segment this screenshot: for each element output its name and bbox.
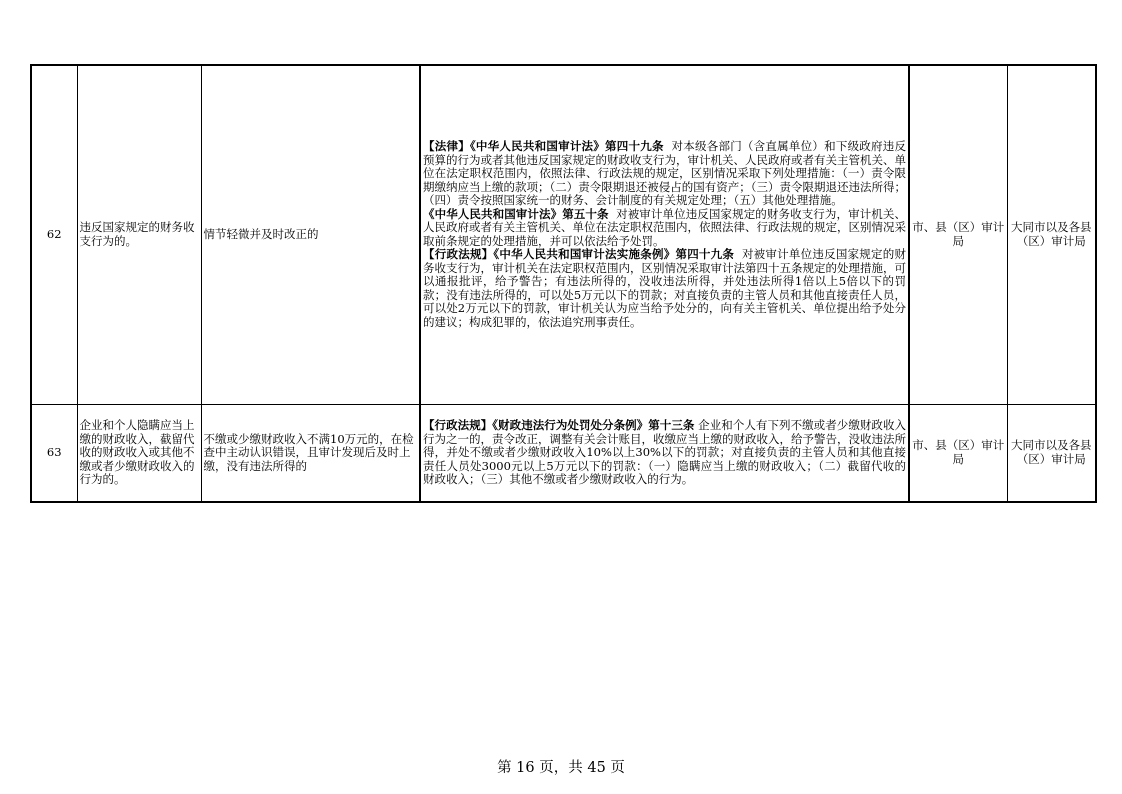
- row-number: 63: [31, 404, 77, 502]
- violation-behavior: 违反国家规定的财务收支行为的。: [77, 65, 201, 404]
- circumstance: 情节轻微并及时改正的: [201, 65, 420, 404]
- penalty-table: [30, 64, 1097, 503]
- table-row: [31, 404, 1096, 502]
- circumstance: 不缴或少缴财政收入不满10万元的，在检查中主动认识错误，且审计发现后及时上缴，没有违法所得的: [201, 404, 420, 502]
- applicable-scope: 大同市以及各县（区）审计局: [1007, 65, 1096, 404]
- page-footer: 第 16 页，共 45 页: [497, 760, 625, 776]
- table-row: [31, 65, 1096, 404]
- enforcement-department: 市、县（区）审计局: [909, 65, 1007, 404]
- law-clause: 【行政法规】《财政违法行为处罚处分条例》第十三条 企业和个人有下列不缴或者少缴财政收入行为之一的，责令改正，调整有关会计账目，收缴应当上缴的财政收入，给予警告，没收违法所得，并处不缴或者少缴财政收入10%以上30%以下的罚款；对直接负责的主管人员和其他直接责任人员处3000元以上5万元以下的罚款：（一）隐瞒应当上缴的财政收入；（二）截留代收的财政收入；（三）其他不缴或者少缴财政收入的行为。: [423, 418, 907, 486]
- law-clause: 【行政法规】《中华人民共和国审计法实施条例》第四十九条 对被审计单位违反国家规定的财务收支行为，审计机关在法定职权范围内，区别情况采取审计法第四十五条规定的处理措施，可以通报批评，给予警告；有违法所得的，没收违法所得，并处违法所得1倍以上5倍以下的罚款；没有违法所得的，可以处5万元以下的罚款；对直接负责的主管人员和其他直接责任人员，可以处2万元以下的罚款，审计机关认为应当给予处分的，向有关主管机关、单位提出给予处分的建议；构成犯罪的，依法追究刑事责任。: [423, 247, 907, 329]
- enforcement-department: 市、县（区）审计局: [909, 404, 1007, 502]
- row-number: 62: [31, 65, 77, 404]
- legal-basis: [420, 404, 909, 502]
- legal-basis: [420, 65, 909, 404]
- law-clause: 《中华人民共和国审计法》第五十条 对被审计单位违反国家规定的财务收支行为，审计机关、人民政府或者有关主管机关、单位在法定职权范围内，依照法律、行政法规的规定，区别情况采取前条规定的处理措施，并可以依法给予处罚。: [423, 206, 906, 248]
- violation-behavior: 企业和个人隐瞒应当上缴的财政收入，截留代收的财政收入或其他不缴或者少缴财政收入的行为的。: [77, 404, 201, 502]
- law-clause: 【法律】《中华人民共和国审计法》第四十九条 对本级各部门（含直属单位）和下级政府违反预算的行为或者其他违反国家规定的财政收支行为，审计机关、人民政府或者有关主管机关、单位在法定职权范围内，依照法律、行政法规的规定，区别情况采取下列处理措施：（一）责令限期缴纳应当上缴的款项；（二）责令限期退还被侵占的国有资产；（三）责令限期退还违法所得；（四）责令按照国家统一的财务、会计制度的有关规定处理；（五）其他处理措施。: [423, 139, 907, 208]
- applicable-scope: 大同市以及各县（区）审计局: [1007, 404, 1096, 502]
